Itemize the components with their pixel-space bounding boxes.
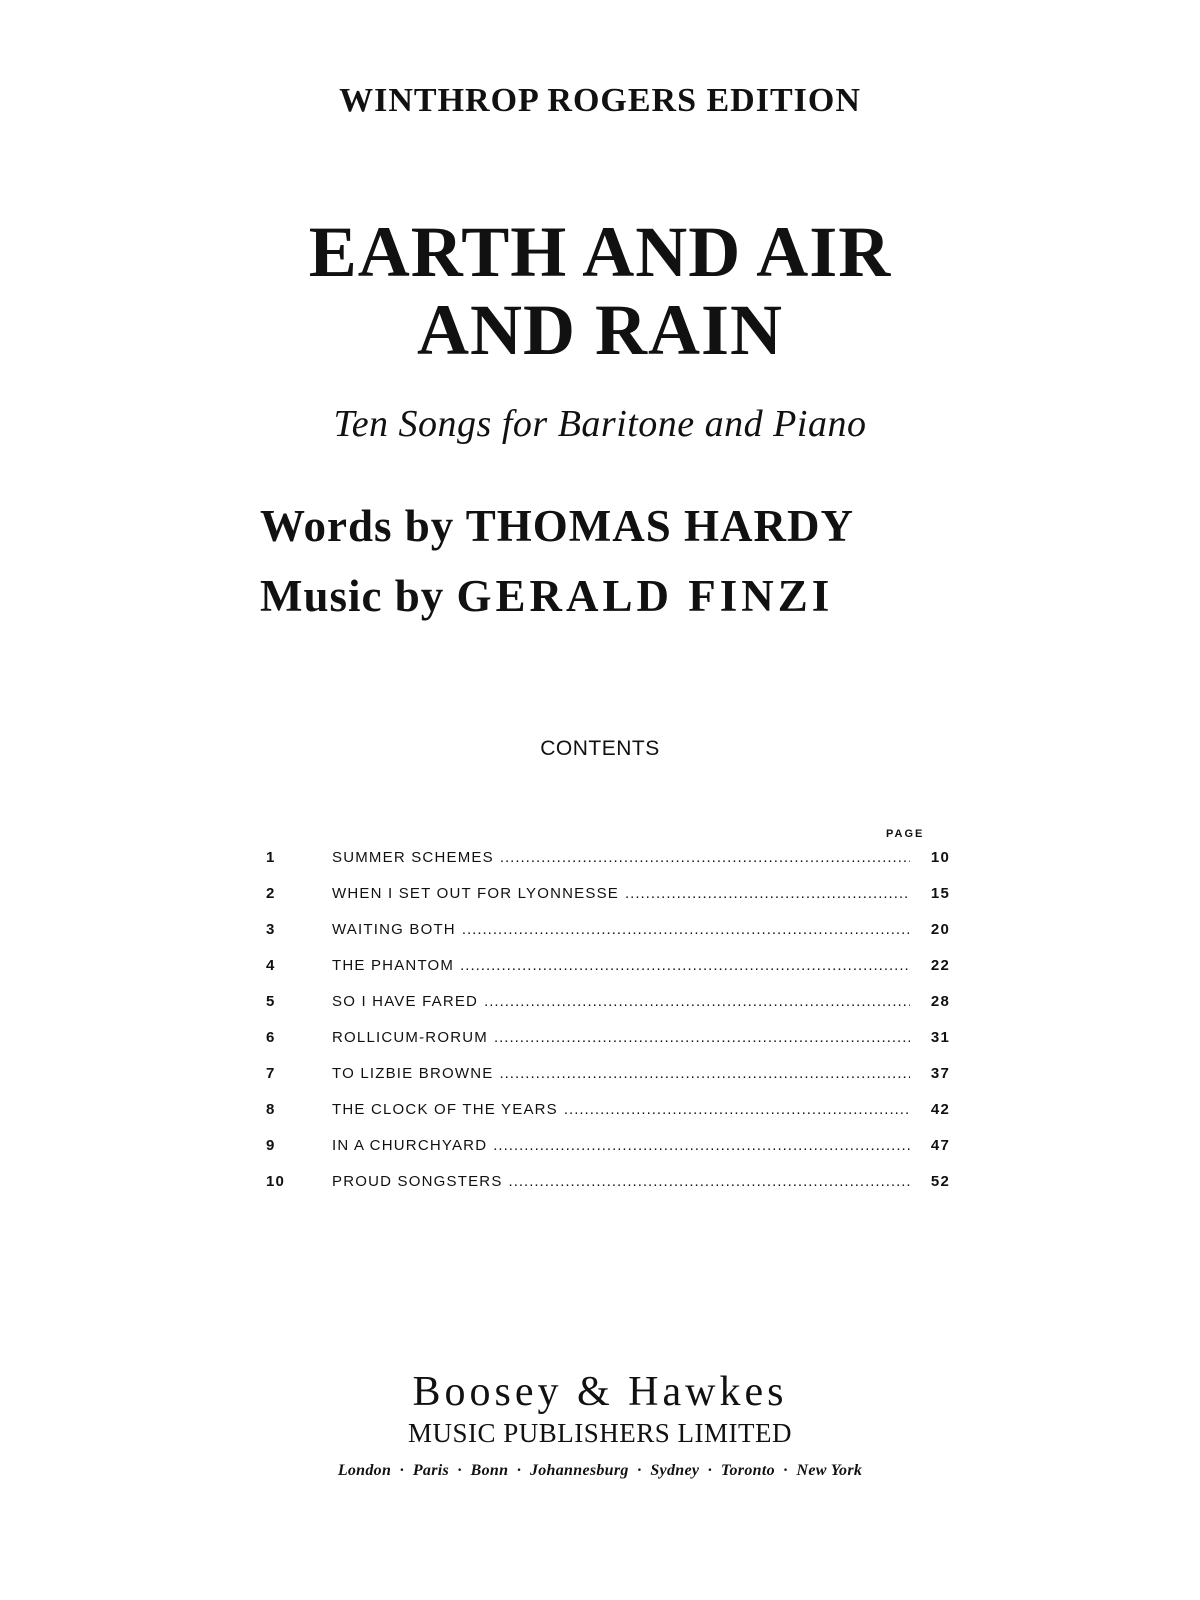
- dot-leader: [494, 1025, 910, 1051]
- song-number: 10: [266, 1173, 286, 1190]
- publisher-subtitle: MUSIC PUBLISHERS LIMITED: [407, 1418, 793, 1448]
- contents-heading: CONTENTS: [540, 737, 660, 760]
- contents-row: [260, 1025, 950, 1061]
- song-number: 3: [266, 921, 276, 938]
- city-name: Johannesburg: [529, 1462, 629, 1479]
- dot-leader: [493, 1133, 910, 1159]
- dot-leader: [500, 845, 910, 871]
- dot-leader: [564, 1097, 910, 1123]
- song-title: WAITING BOTH: [332, 921, 456, 938]
- song-page-number: 28: [930, 993, 950, 1010]
- contents-row: [260, 1169, 950, 1205]
- contents-list: [260, 845, 950, 1205]
- words-credit: [260, 500, 960, 552]
- city-name: Paris: [412, 1462, 449, 1479]
- song-number: 2: [266, 885, 276, 902]
- contents-row: [260, 989, 950, 1025]
- song-number: 6: [266, 1029, 276, 1046]
- contents-row: [260, 881, 950, 917]
- city-name: London: [337, 1462, 392, 1479]
- song-page-number: 20: [930, 921, 950, 938]
- contents-row: [260, 845, 950, 881]
- song-page-number: 31: [930, 1029, 950, 1046]
- city-separator: ·: [516, 1462, 522, 1479]
- song-number: 5: [266, 993, 276, 1010]
- city-separator: ·: [707, 1462, 713, 1479]
- publisher-name: Boosey & Hawkes: [412, 1369, 788, 1415]
- music-prefix: Music by: [260, 571, 445, 621]
- city-separator: ·: [399, 1462, 405, 1479]
- dot-leader: [460, 953, 910, 979]
- song-number: 9: [266, 1137, 276, 1154]
- city-name: Bonn: [470, 1462, 509, 1479]
- song-page-number: 15: [930, 885, 950, 902]
- city-separator: ·: [457, 1462, 463, 1479]
- song-number: 4: [266, 957, 276, 974]
- dot-leader: [625, 881, 910, 907]
- song-number: 8: [266, 1101, 276, 1118]
- city-separator: ·: [636, 1462, 643, 1479]
- page-title: [0, 213, 1200, 369]
- song-title: TO LIZBIE BROWNE: [332, 1065, 494, 1082]
- song-page-number: 42: [930, 1101, 950, 1118]
- page-column-label: PAGE: [886, 828, 925, 840]
- song-title: IN A CHURCHYARD: [332, 1137, 488, 1154]
- song-title: WHEN I SET OUT FOR LYONNESSE: [332, 885, 619, 902]
- song-page-number: 47: [930, 1137, 950, 1154]
- dot-leader: [509, 1169, 910, 1195]
- publisher-cities: [0, 1462, 1200, 1480]
- contents-row: [260, 917, 950, 953]
- song-page-number: 10: [930, 849, 950, 866]
- song-number: 1: [266, 849, 276, 866]
- song-title: ROLLICUM-RORUM: [332, 1029, 488, 1046]
- words-prefix: Words by: [260, 501, 455, 551]
- city-name: Toronto: [720, 1462, 775, 1479]
- song-page-number: 37: [930, 1065, 950, 1082]
- city-separator: ·: [782, 1462, 789, 1479]
- song-title: THE CLOCK OF THE YEARS: [332, 1101, 558, 1118]
- city-name: New York: [796, 1462, 863, 1479]
- song-title: THE PHANTOM: [332, 957, 455, 974]
- song-title: SO I HAVE FARED: [332, 993, 479, 1010]
- contents-row: [260, 953, 950, 989]
- subtitle: Ten Songs for Baritone and Piano: [333, 403, 867, 445]
- contents-row: [260, 1097, 950, 1133]
- dot-leader: [484, 989, 910, 1015]
- song-title: SUMMER SCHEMES: [332, 849, 494, 866]
- song-page-number: 22: [930, 957, 950, 974]
- song-title: PROUD SONGSTERS: [332, 1173, 503, 1190]
- edition-label: WINTHROP ROGERS EDITION: [339, 82, 861, 119]
- contents-row: [260, 1133, 950, 1169]
- title-line-1: EARTH AND AIR: [308, 212, 892, 292]
- music-credit: [260, 570, 960, 622]
- city-name: Sydney: [650, 1462, 700, 1479]
- contents-row: [260, 1061, 950, 1097]
- music-composer: GERALD FINZI: [456, 571, 834, 621]
- song-number: 7: [266, 1065, 276, 1082]
- dot-leader: [462, 917, 910, 943]
- song-page-number: 52: [930, 1173, 950, 1190]
- dot-leader: [499, 1061, 910, 1087]
- words-author: THOMAS HARDY: [465, 501, 855, 551]
- title-line-2: AND RAIN: [417, 290, 783, 370]
